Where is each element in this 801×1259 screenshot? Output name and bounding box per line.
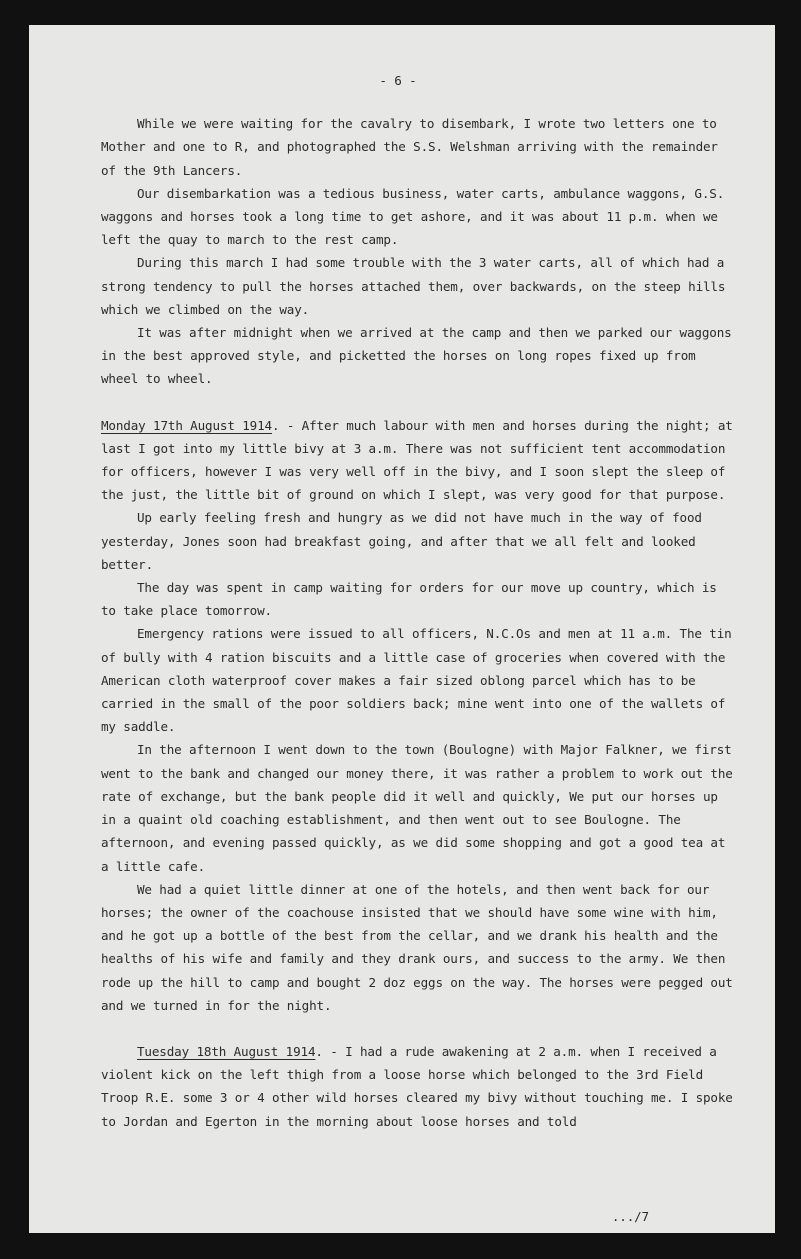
entry-date: Monday 17th August 1914	[101, 417, 272, 433]
diary-entry-monday	[101, 414, 735, 507]
paragraph: The day was spent in camp waiting for orders for our move up country, which is to take place tomorrow.	[101, 580, 717, 619]
paragraph: During this march I had some trouble with the 3 water carts, all of which had a strong tendency to pull the horses attached them, over backwards, on the steep hills which we climbed on the way.	[101, 255, 726, 317]
paragraph: Up early feeling fresh and hungry as we did not have much in the way of food yesterday, Jones soon had breakfast going, and after that we all felt and looked better.	[101, 510, 702, 572]
paragraph: Emergency rations were issued to all officers, N.C.Os and men at 11 a.m. The tin of bully with 4 ration biscuits and a little case of groceries when covered with the American cloth waterproof cover makes a fair sized oblong parcel which has to be carried in the small of the poor soldiers back; mine went into one of the wallets of my saddle.	[101, 626, 732, 735]
paragraph: While we were waiting for the cavalry to disembark, I wrote two letters one to Mother and one to R, and photographed the S.S. Welshman arriving with the remainder of the 9th Lancers.	[101, 116, 718, 178]
page-number: - 6 -	[379, 73, 417, 88]
document-page	[29, 25, 775, 1233]
entry-date: Tuesday 18th August 1914	[137, 1043, 316, 1059]
paragraph: It was after midnight when we arrived at the camp and then we parked our waggons in the best approved style, and picketted the horses on long ropes fixed up from wheel to wheel.	[101, 325, 732, 387]
diary-entry-tuesday	[101, 1040, 735, 1133]
paragraph: We had a quiet little dinner at one of the hotels, and then went back for our horses; the owner of the coachouse insisted that we should have some wine with him, and he got up a bottle of the best from the cellar, and we drank his health and the healths of his wife and family and they drank ours, and success to the army. We then rode up the hill to camp and bought 2 doz eggs on the way. The horses were pegged out and we turned in for the night.	[101, 881, 733, 1013]
paragraph: In the afternoon I went down to the town (Boulogne) with Major Falkner, we first went to the bank and changed our money there, it was rather a problem to work out the rate of exchange, but the bank people did it well and quickly, We put our horses up in a quaint old coaching establishment, and then went out to see Boulogne. The afternoon, and evening passed quickly, as we did some shopping and got a good tea at a little cafe.	[101, 742, 733, 874]
entry-text: . - After much labour with men and horses during the night; at last I got into my little bivy at 3 a.m. There was not sufficient tent accommodation for officers, however I was very well off in the bivy, and I soon slept the sleep of the just, the little bit of ground on which I slept, was very good for that purpose.	[101, 417, 733, 503]
paragraph: Our disembarkation was a tedious business, water carts, ambulance waggons, G.S. waggons and horses took a long time to get ashore, and it was about 11 p.m. when we left the quay to march to the rest camp.	[101, 185, 725, 248]
entry-text: . - I had a rude awakening at 2 a.m. when I received a violent kick on the left thigh from a loose horse which belonged to the 3rd Field Troop R.E. some 3 or 4 other wild horses cleared my bivy without touching me. I spoke to Jordan and Egerton in the morning about loose horses and told	[101, 1043, 733, 1129]
continuation-marker: .../7	[611, 1209, 649, 1224]
